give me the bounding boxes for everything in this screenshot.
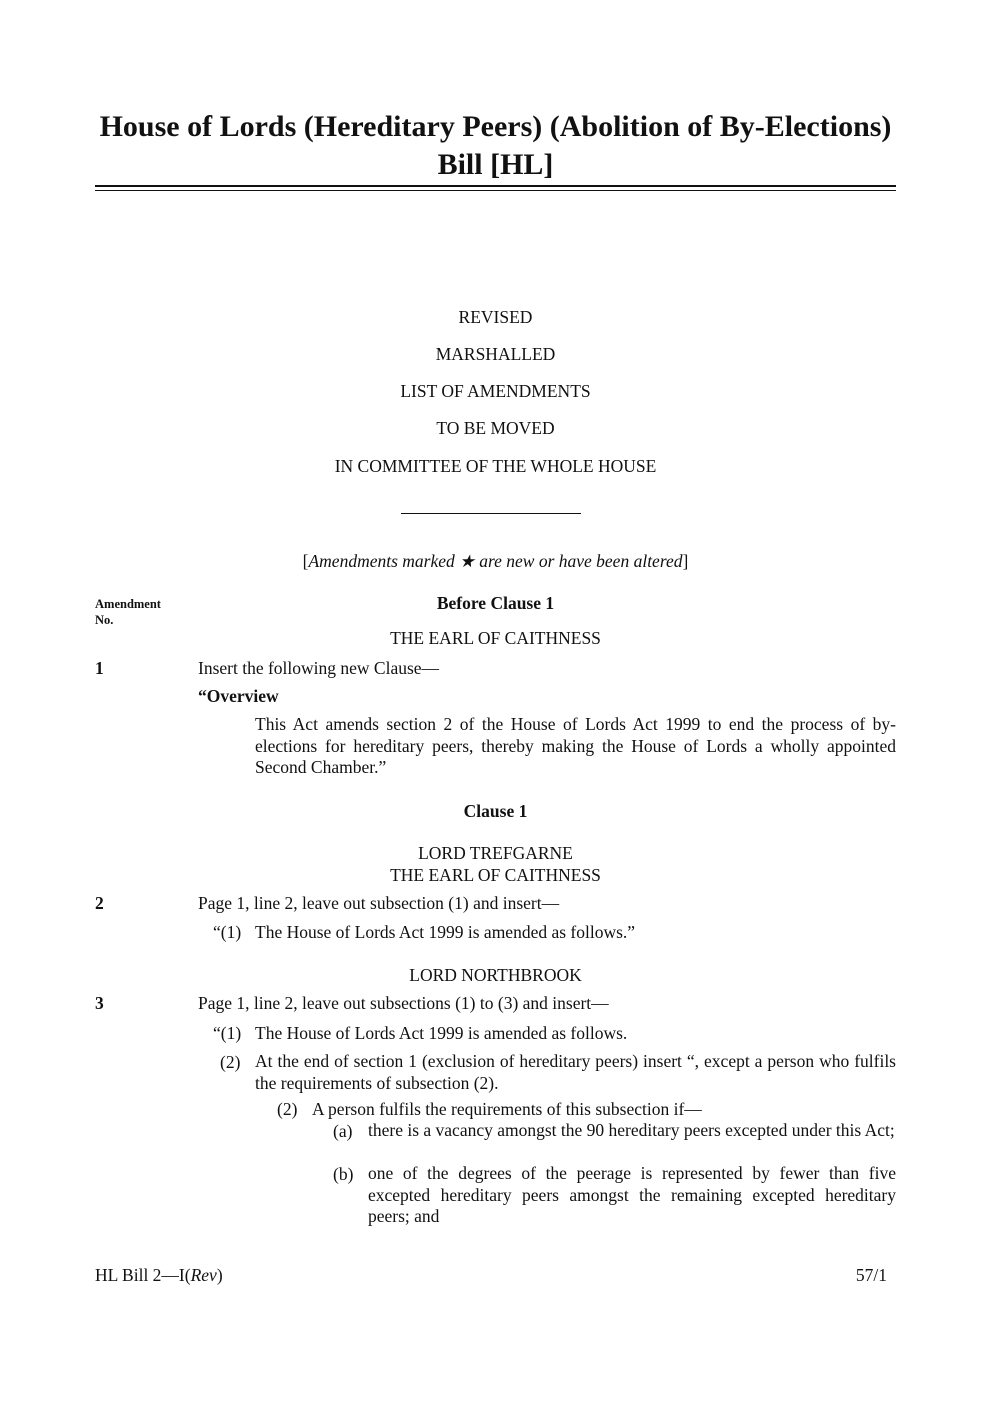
inner-subsection-text: A person fulfils the requirements of this subsection if— <box>312 1099 702 1119</box>
bill-ref-text: HL Bill 2—I <box>95 1265 185 1285</box>
amendment-number: 3 <box>95 993 104 1013</box>
amendment-instruction: Page 1, line 2, leave out subsections (1) to (3) and insert— <box>198 993 609 1013</box>
heading-marshalled: MARSHALLED <box>435 344 556 364</box>
bill-reference: HL Bill 2—I(Rev) <box>95 1265 223 1285</box>
label-line1: Amendment <box>95 597 161 611</box>
paragraph-a-number: (a) <box>333 1121 353 1141</box>
subsection-text: The House of Lords Act 1999 is amended as follows. <box>255 1023 628 1043</box>
paragraph-b-text: one of the degrees of the peerage is represented by fewer than five excepted hereditary peers amongst the remaining excepted hereditary peers; and <box>368 1163 896 1226</box>
note-text: Amendments marked ★ are new or have been altered <box>308 551 683 571</box>
heading-revised: REVISED <box>458 307 533 327</box>
clause-title: “Overview <box>198 686 279 706</box>
heading-to-be-moved: TO BE MOVED <box>436 418 555 438</box>
amendment-instruction: Insert the following new Clause— <box>198 658 440 678</box>
subsection-text: The House of Lords Act 1999 is amended as follows.” <box>255 922 636 942</box>
bracket-open: [ <box>302 551 309 571</box>
amendment-number: 1 <box>95 658 104 678</box>
sponsor: THE EARL OF CAITHNESS <box>390 865 601 885</box>
divider <box>401 513 581 514</box>
sponsor: LORD NORTHBROOK <box>409 965 582 985</box>
bill-title: House of Lords (Hereditary Peers) (Abolition of By-Elections) Bill [HL] <box>99 110 892 181</box>
amendment-number: 2 <box>95 893 104 913</box>
clause-body: This Act amends section 2 of the House of Lords Act 1999 to end the process of by-elections for hereditary peers, thereby making the House of Lords a wholly appointed Second Chamber.” <box>255 714 896 777</box>
inner-subsection-number: (2) <box>277 1099 298 1119</box>
bracket-close: ] <box>682 551 689 571</box>
subsection-text: At the end of section 1 (exclusion of hereditary peers) insert “, except a person who fulfils the requirements of subsection (2). <box>255 1051 896 1093</box>
amendment-note <box>0 550 991 572</box>
heading-committee: IN COMMITTEE OF THE WHOLE HOUSE <box>334 456 657 476</box>
title-rule <box>95 185 896 187</box>
sponsor: THE EARL OF CAITHNESS <box>390 628 601 648</box>
amendment-instruction: Page 1, line 2, leave out subsection (1) and insert— <box>198 893 560 913</box>
subsection-number: “(1) <box>213 922 242 942</box>
page-number: 57/1 <box>855 1265 887 1285</box>
heading-list: LIST OF AMENDMENTS <box>400 381 591 401</box>
paragraph-a-text: there is a vacancy amongst the 90 hereditary peers excepted under this Act; <box>368 1120 895 1140</box>
subsection-number: “(1) <box>213 1023 242 1043</box>
section-heading: Before Clause 1 <box>436 593 555 613</box>
label-line2: No. <box>95 613 114 627</box>
subsection-number: (2) <box>220 1052 241 1072</box>
sponsor: LORD TREFGARNE <box>418 843 573 863</box>
rev-label: Rev <box>190 1265 217 1285</box>
section-heading: Clause 1 <box>463 801 528 821</box>
paragraph-b-number: (b) <box>333 1164 354 1184</box>
title-rule-thin <box>95 190 896 191</box>
